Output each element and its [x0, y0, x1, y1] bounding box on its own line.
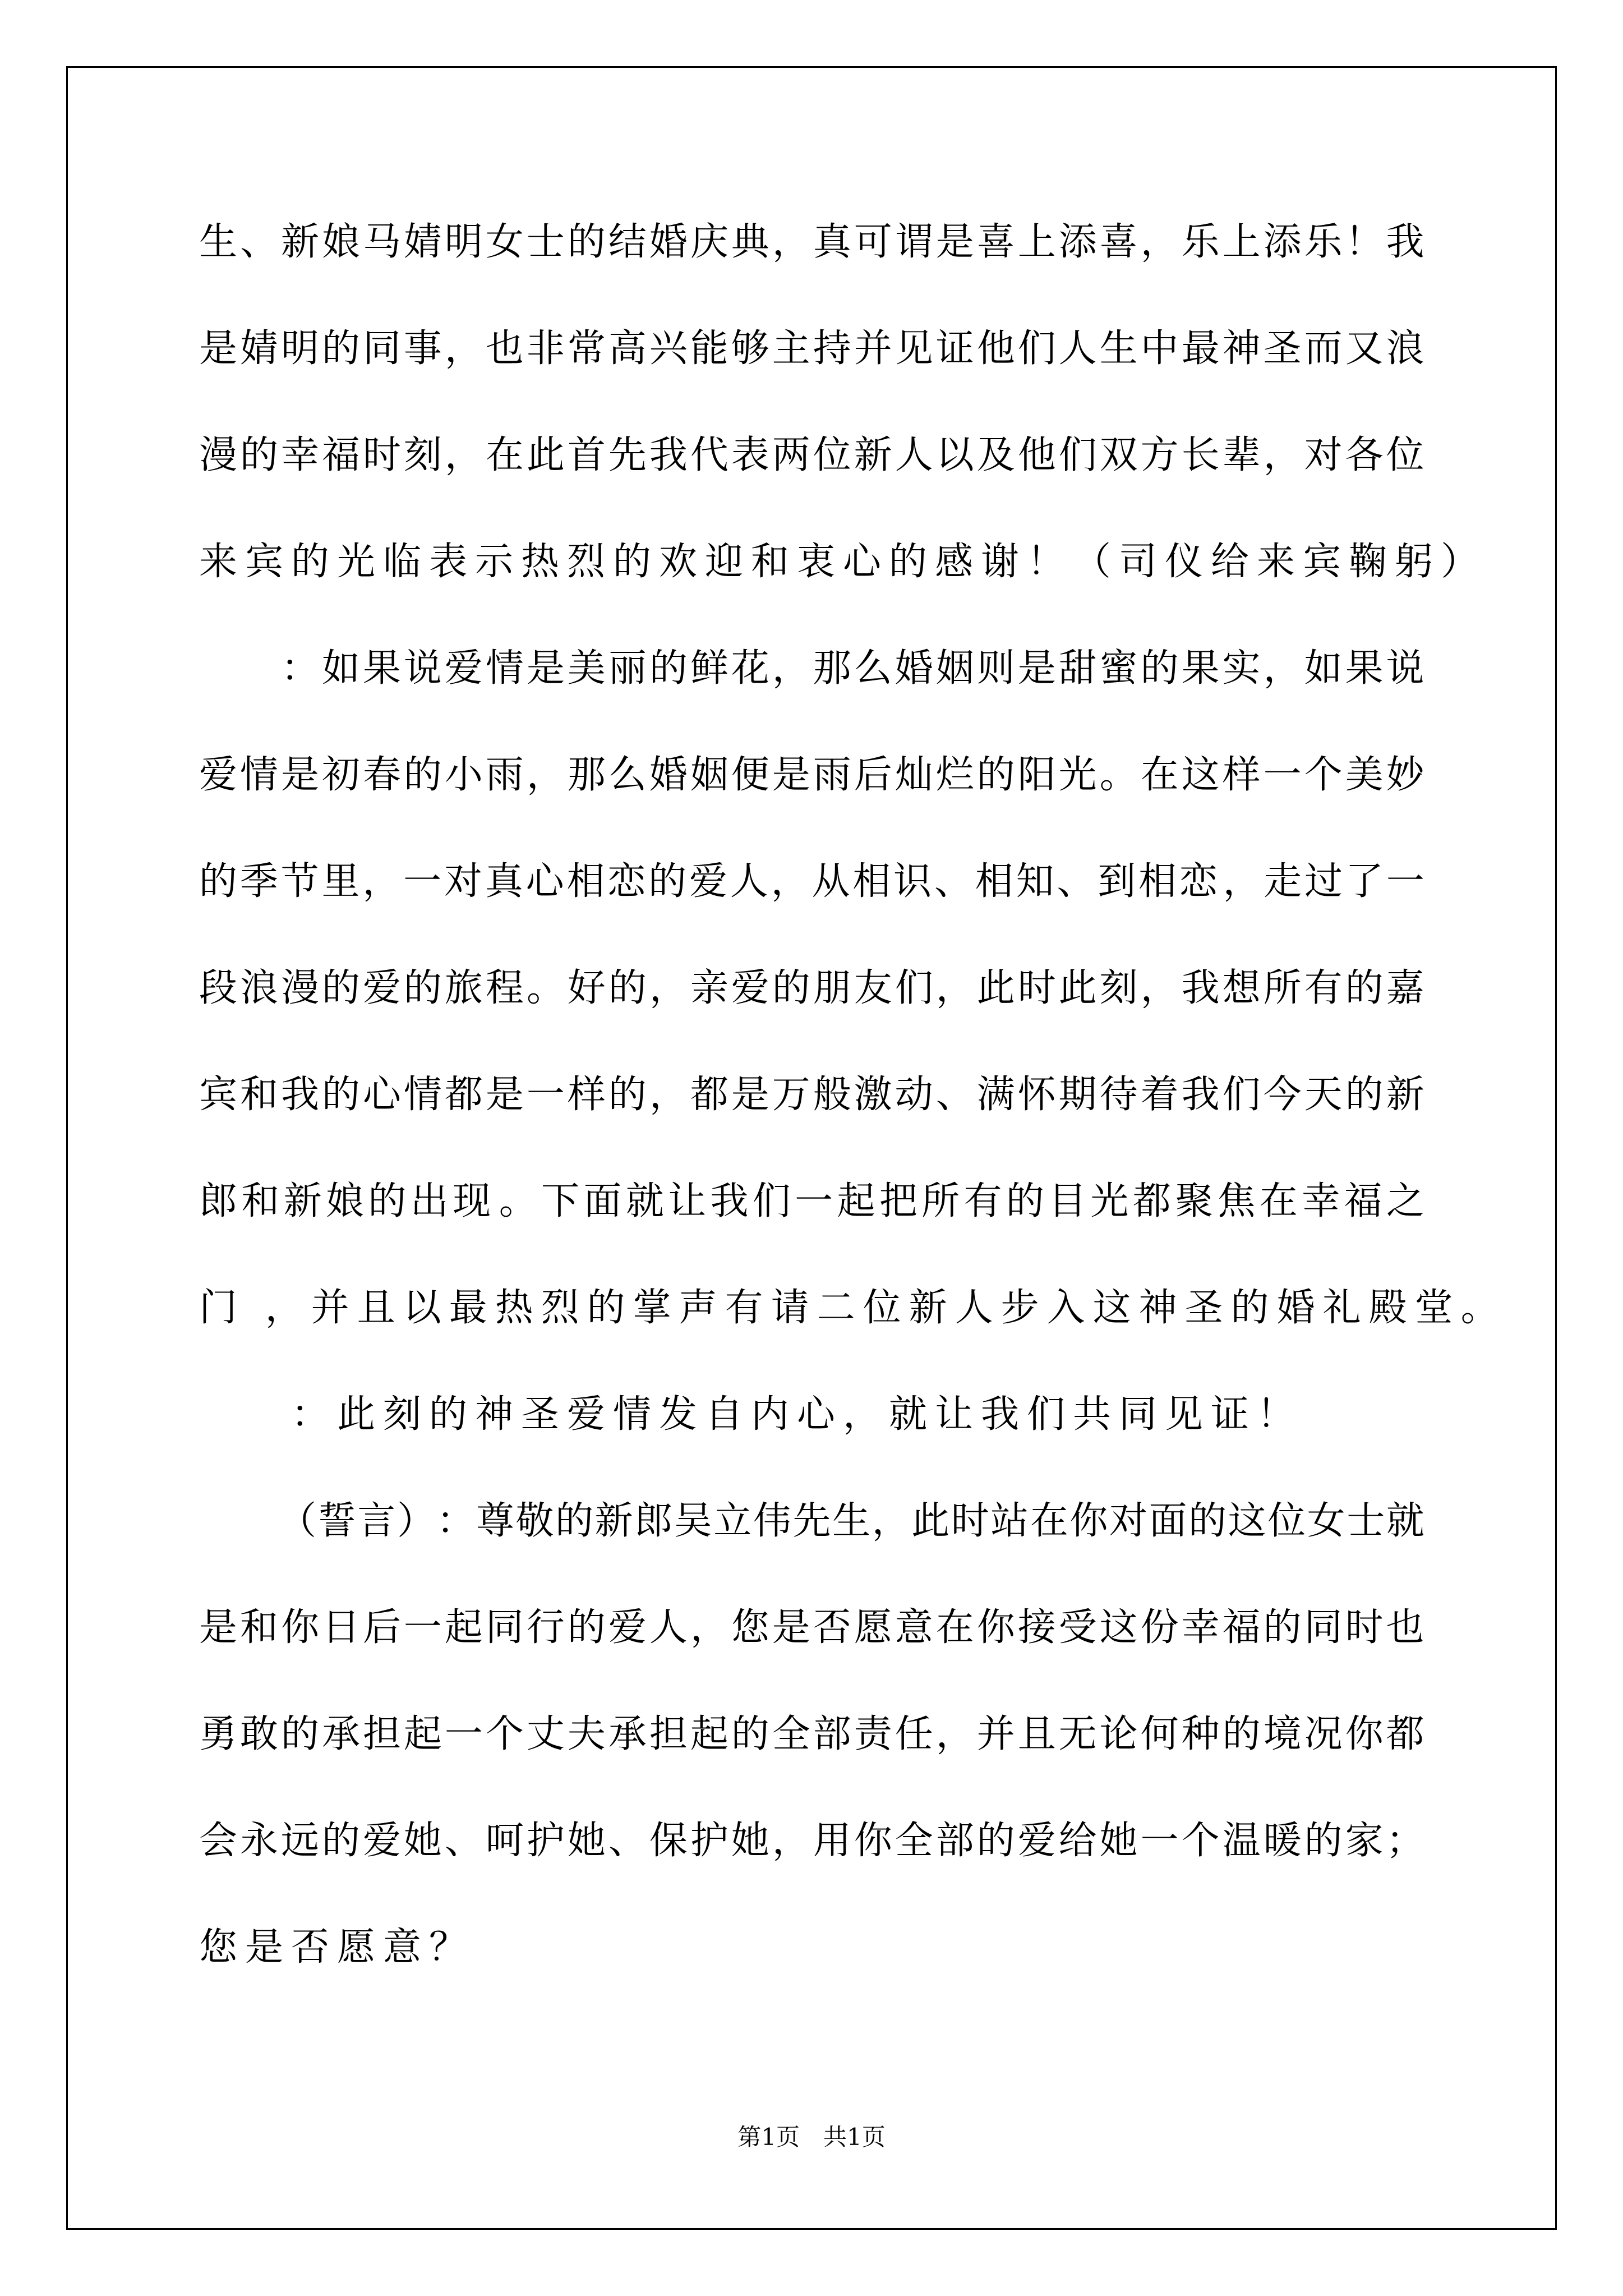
text-line: 宾 和 我 的 心 情 都 是 一 样 的 ， 都 是 万 般 激 动 、 满 怀 期 待 着 我 们 今 天 的 新	[199, 1073, 1424, 1117]
text-line: 的 季 节 里 ， 一 对 真 心 相 恋 的 爱 人 ， 从 相 识 、 相 知 、 到 相 恋 ， 走 过 了 一	[199, 859, 1424, 904]
text-line: 是 婧 明 的 同 事 ， 也 非 常 高 兴 能 够 主 持 并 见 证 他 们 人 生 中 最 神 圣 而 又 浪	[199, 326, 1424, 371]
text-line: 爱 情 是 初 春 的 小 雨 ， 那 么 婚 姻 便 是 雨 后 灿 烂 的 阳 光 。 在 这 样 一 个 美 妙	[199, 753, 1424, 797]
text-line: 您是否愿意？	[199, 1925, 476, 1970]
text-line: 段 浪 漫 的 爱 的 旅 程 。 好 的 ， 亲 爱 的 朋 友 们 ， 此 时 此 刻 ， 我 想 所 有 的 嘉	[199, 966, 1424, 1010]
text-line: 勇 敢 的 承 担 起 一 个 丈 夫 承 担 起 的 全 部 责 任 ， 并 且 无 论 何 种 的 境 况 你 都	[199, 1712, 1424, 1756]
text-line: 会 永 远 的 爱 她 、 呵 护 她 、 保 护 她 ， 用 你 全 部 的 爱 给 她 一 个 温 暖 的 家 ；	[199, 1819, 1424, 1863]
text-line: （ 誓 言 ） ： 尊 敬 的 新 郎 吴 立 伟 先 生 ， 此 时 站 在 你 对 面 的 这 位 女 士 就	[278, 1499, 1424, 1543]
text-line: 漫 的 幸 福 时 刻 ， 在 此 首 先 我 代 表 两 位 新 人 以 及 他 们 双 方 长 辈 ， 对 各 位	[199, 433, 1424, 477]
document-body	[199, 220, 1507, 1970]
text-line: ： 如 果 说 爱 情 是 美 丽 的 鲜 花 ， 那 么 婚 姻 则 是 甜 蜜 的 果 实 ， 如 果 说	[280, 646, 1424, 691]
text-line: 是 和 你 日 后 一 起 同 行 的 爱 人 ， 您 是 否 愿 意 在 你 接 受 这 份 幸 福 的 同 时 也	[199, 1605, 1424, 1650]
text-line: 郎 和 新 娘 的 出 现 。 下 面 就 让 我 们 一 起 把 所 有 的 目 光 都 聚 焦 在 幸 福 之	[199, 1179, 1424, 1223]
text-line: 来宾的光临表示热烈的欢迎和衷心的感谢！（司仪给来宾鞠躬）	[199, 540, 1487, 584]
text-line: 门 ，并且以最热烈的掌声有请二位新人步入这神圣的婚礼殿堂。	[199, 1286, 1507, 1330]
text-line: 生 、 新 娘 马 婧 明 女 士 的 结 婚 庆 典 ， 真 可 谓 是 喜 上 添 喜 ， 乐 上 添 乐 ！ 我	[199, 220, 1424, 264]
text-line: ：此刻的神圣爱情发自内心，就让我们共同见证！	[199, 1392, 1303, 1437]
page-footer: 第1页 共1页	[737, 2123, 886, 2151]
